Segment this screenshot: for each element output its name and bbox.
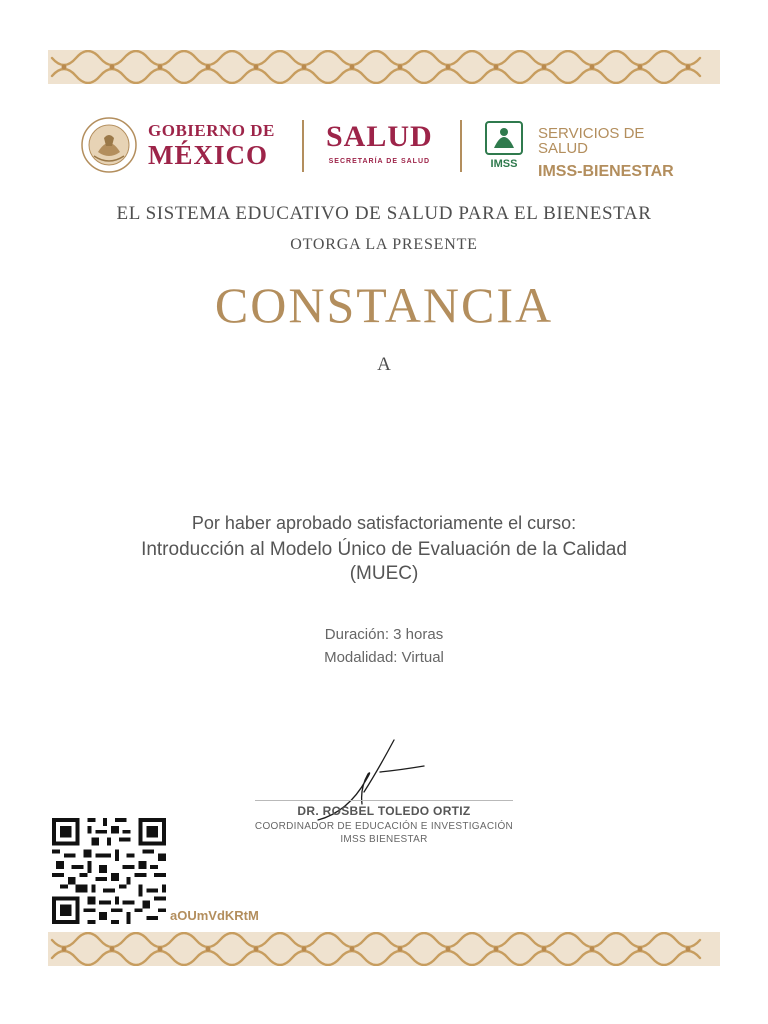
salud-wordmark [326, 122, 433, 165]
header-logos [80, 112, 690, 178]
national-seal-icon [80, 116, 138, 174]
decorative-band-top [48, 50, 720, 84]
imss-bienestar-wordmark [538, 126, 690, 180]
recipient-prefix: A [377, 354, 391, 375]
course-name-line2: (MUEC) [349, 563, 419, 584]
certificate-title: CONSTANCIA [214, 277, 554, 333]
imss-line1: SERVICIOS DE SALUD [538, 125, 645, 157]
gobierno-line2: MÉXICO [148, 140, 268, 170]
verification-qr-code [52, 818, 166, 924]
signatory-name: DR. ROSBEL TOLEDO ORTIZ [297, 804, 471, 818]
verification-code: aOUmVdKRtM [170, 908, 259, 923]
course-name-line1: Introducción al Modelo Único de Evaluación de la Calidad [141, 539, 627, 560]
logo-divider [302, 120, 304, 172]
salud-title: SALUD [326, 120, 433, 153]
gobierno-line1: GOBIERNO DE [148, 121, 275, 140]
issuing-system-line: EL SISTEMA EDUCATIVO DE SALUD PARA EL BIENESTAR [116, 203, 652, 224]
imss-line2: IMSS-BIENESTAR [538, 163, 674, 180]
course-duration: Duración: 3 horas [324, 626, 444, 643]
logo-divider [460, 120, 462, 172]
approved-text: Por haber aprobado satisfactoriamente el curso: [191, 513, 577, 533]
imss-logo-text: IMSS [490, 158, 518, 170]
ornament-pattern-bottom [48, 932, 720, 966]
grants-line: OTORGA LA PRESENTE [290, 236, 478, 253]
decorative-band-bottom [48, 932, 720, 966]
signatory-title-line2: IMSS BIENESTAR [340, 834, 428, 845]
gobierno-mexico-wordmark [148, 122, 275, 169]
ornament-pattern-top [48, 50, 720, 84]
course-modality: Modalidad: Virtual [324, 649, 444, 666]
signatory-title-line1: COORDINADOR DE EDUCACIÓN E INVESTIGACIÓN [254, 821, 514, 832]
salud-subtitle: SECRETARÍA DE SALUD [328, 158, 431, 165]
imss-logo-icon [484, 120, 524, 170]
signature-line [255, 800, 513, 801]
